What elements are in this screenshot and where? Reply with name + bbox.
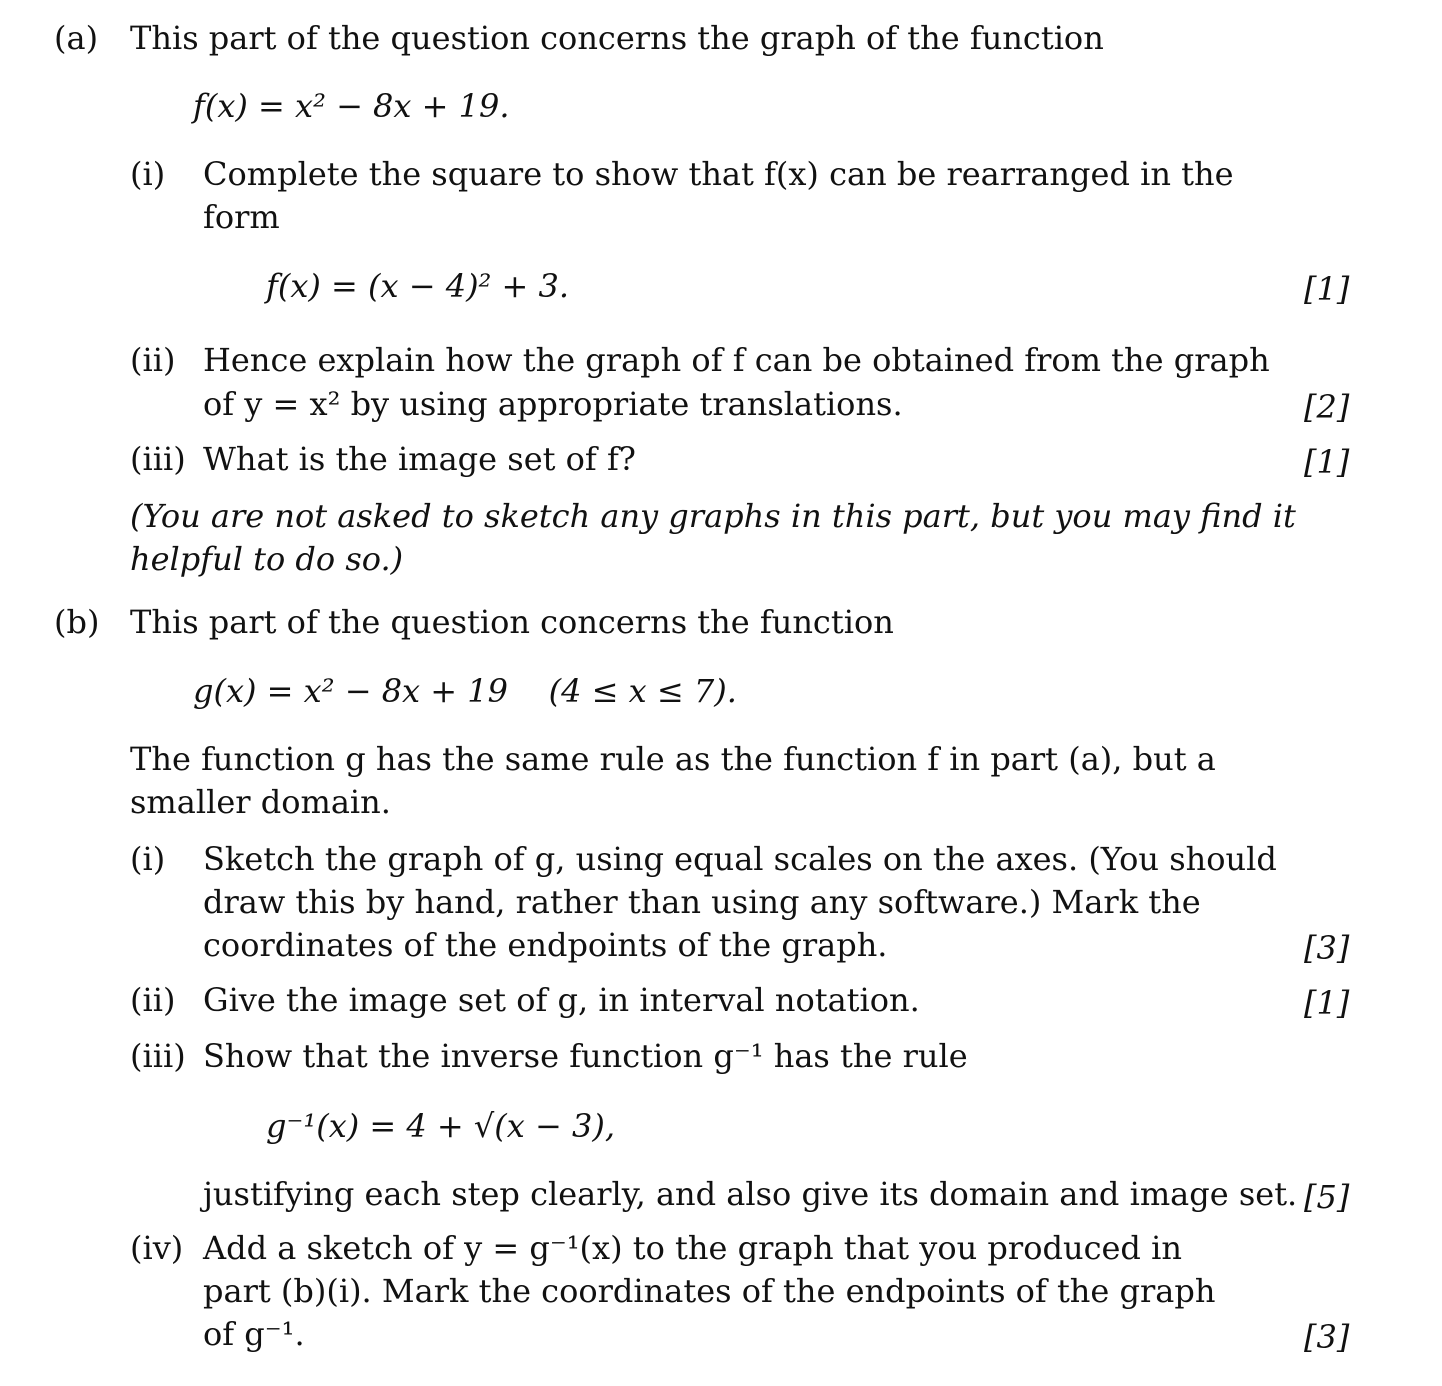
- part-a-ii-mark: [2]: [1304, 388, 1350, 426]
- part-a-ii-text-line1: Hence explain how the graph of f can be obtained from the graph: [203, 341, 1270, 379]
- part-b-i-text-line3: coordinates of the endpoints of the graph.: [203, 926, 888, 964]
- part-b-i-label: (i): [130, 840, 166, 878]
- part-b-desc-line2: smaller domain.: [130, 783, 391, 821]
- part-a-iii-text: What is the image set of f?: [203, 440, 636, 478]
- part-a-note-line1: (You are not asked to sketch any graphs in this part, but you may find it: [130, 497, 1296, 535]
- part-b-iv-text-line3: of g⁻¹.: [203, 1315, 305, 1353]
- part-b-function-equation: g(x) = x² − 8x + 19 (4 ≤ x ≤ 7).: [193, 672, 737, 710]
- part-b-i-text-line2: draw this by hand, rather than using any software.) Mark the: [203, 883, 1201, 921]
- part-a-i-label: (i): [130, 155, 166, 193]
- part-b-iv-text-line2: part (b)(i). Mark the coordinates of the endpoints of the graph: [203, 1272, 1216, 1310]
- part-a-i-mark: [1]: [1304, 270, 1350, 308]
- part-a-function-equation: f(x) = x² − 8x + 19.: [193, 87, 510, 125]
- part-a-note-line2: helpful to do so.): [130, 540, 404, 578]
- part-a-intro: This part of the question concerns the graph of the function: [130, 19, 1104, 57]
- part-b-i-mark: [3]: [1304, 929, 1350, 967]
- part-b-iii-text-line2: justifying each step clearly, and also give its domain and image set.: [203, 1175, 1298, 1213]
- part-b-i-text-line1: Sketch the graph of g, using equal scales on the axes. (You should: [203, 840, 1277, 878]
- part-a-ii-label: (ii): [130, 341, 176, 379]
- part-a-iii-mark: [1]: [1304, 443, 1350, 481]
- part-b-iv-text-line1: Add a sketch of y = g⁻¹(x) to the graph that you produced in: [203, 1229, 1182, 1267]
- part-b-label: (b): [54, 603, 100, 641]
- part-b-ii-text: Give the image set of g, in interval notation.: [203, 981, 920, 1019]
- part-a-label: (a): [54, 19, 99, 57]
- part-b-ii-mark: [1]: [1304, 984, 1350, 1022]
- part-b-iii-text-line1: Show that the inverse function g⁻¹ has the rule: [203, 1037, 968, 1075]
- part-b-intro: This part of the question concerns the function: [130, 603, 894, 641]
- part-a-ii-text-line2: of y = x² by using appropriate translations.: [203, 385, 903, 423]
- part-a-i-equation: f(x) = (x − 4)² + 3.: [266, 267, 570, 305]
- part-a-i-text-line2: form: [203, 198, 280, 236]
- part-b-iv-label: (iv): [130, 1229, 184, 1267]
- part-b-desc-line1: The function g has the same rule as the function f in part (a), but a: [130, 740, 1216, 778]
- part-b-iv-mark: [3]: [1304, 1318, 1350, 1356]
- part-b-ii-label: (ii): [130, 981, 176, 1019]
- part-a-i-text-line1: Complete the square to show that f(x) can be rearranged in the: [203, 155, 1234, 193]
- part-a-iii-label: (iii): [130, 440, 186, 478]
- part-b-iii-mark: [5]: [1304, 1178, 1350, 1216]
- part-b-iii-label: (iii): [130, 1037, 186, 1075]
- part-b-iii-equation: g⁻¹(x) = 4 + √(x − 3),: [266, 1107, 615, 1145]
